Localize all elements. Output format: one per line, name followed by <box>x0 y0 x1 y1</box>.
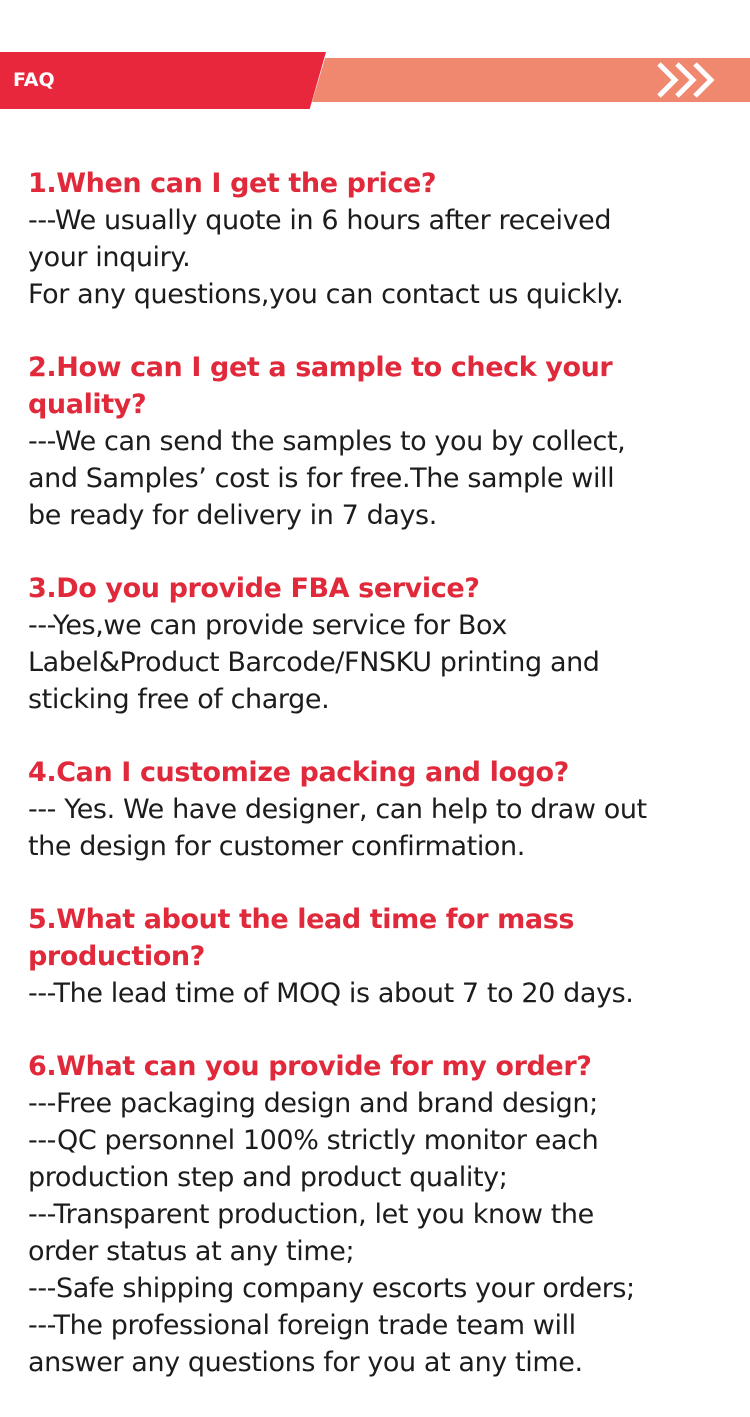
faq-item <box>28 165 740 313</box>
faq-answer: ---We usually quote in 6 hours after received your inquiry. For any questions,you can contact us quickly. <box>28 205 624 310</box>
faq-question: 3.Do you provide FBA service? <box>28 573 480 604</box>
faq-answer: ---Yes,we can provide service for Box Label&Product Barcode/FNSKU printing and sticking free of charge. <box>28 610 600 715</box>
faq-item <box>28 754 740 865</box>
faq-question: 2.How can I get a sample to check your quality? <box>28 352 613 420</box>
faq-list <box>28 165 740 1417</box>
faq-header-banner <box>0 52 750 109</box>
faq-answer: ---Free packaging design and brand design; ---QC personnel 100% strictly monitor each production step and product quality; ---Transparent production, let you know the order status at any time; ---Safe shipping company escorts your orders; ---The professional foreign trade team will answer any questions for you at any time. <box>28 1088 635 1378</box>
faq-answer: ---The lead time of MOQ is about 7 to 20 days. <box>28 978 634 1009</box>
faq-question: 5.What about the lead time for mass production? <box>28 904 575 972</box>
faq-question: 4.Can I customize packing and logo? <box>28 757 569 788</box>
faq-item <box>28 570 740 718</box>
faq-heading: FAQ <box>13 69 55 91</box>
faq-answer: --- Yes. We have designer, can help to draw out the design for customer confirmation. <box>28 794 647 862</box>
faq-question: 1.When can I get the price? <box>28 168 437 199</box>
faq-question: 6.What can you provide for my order? <box>28 1051 592 1082</box>
faq-item <box>28 1048 740 1381</box>
faq-item <box>28 901 740 1012</box>
faq-answer: ---We can send the samples to you by collect, and Samples’ cost is for free.The sample will be ready for delivery in 7 days. <box>28 426 626 531</box>
faq-item <box>28 349 740 534</box>
chevron-right-icon <box>655 60 725 100</box>
